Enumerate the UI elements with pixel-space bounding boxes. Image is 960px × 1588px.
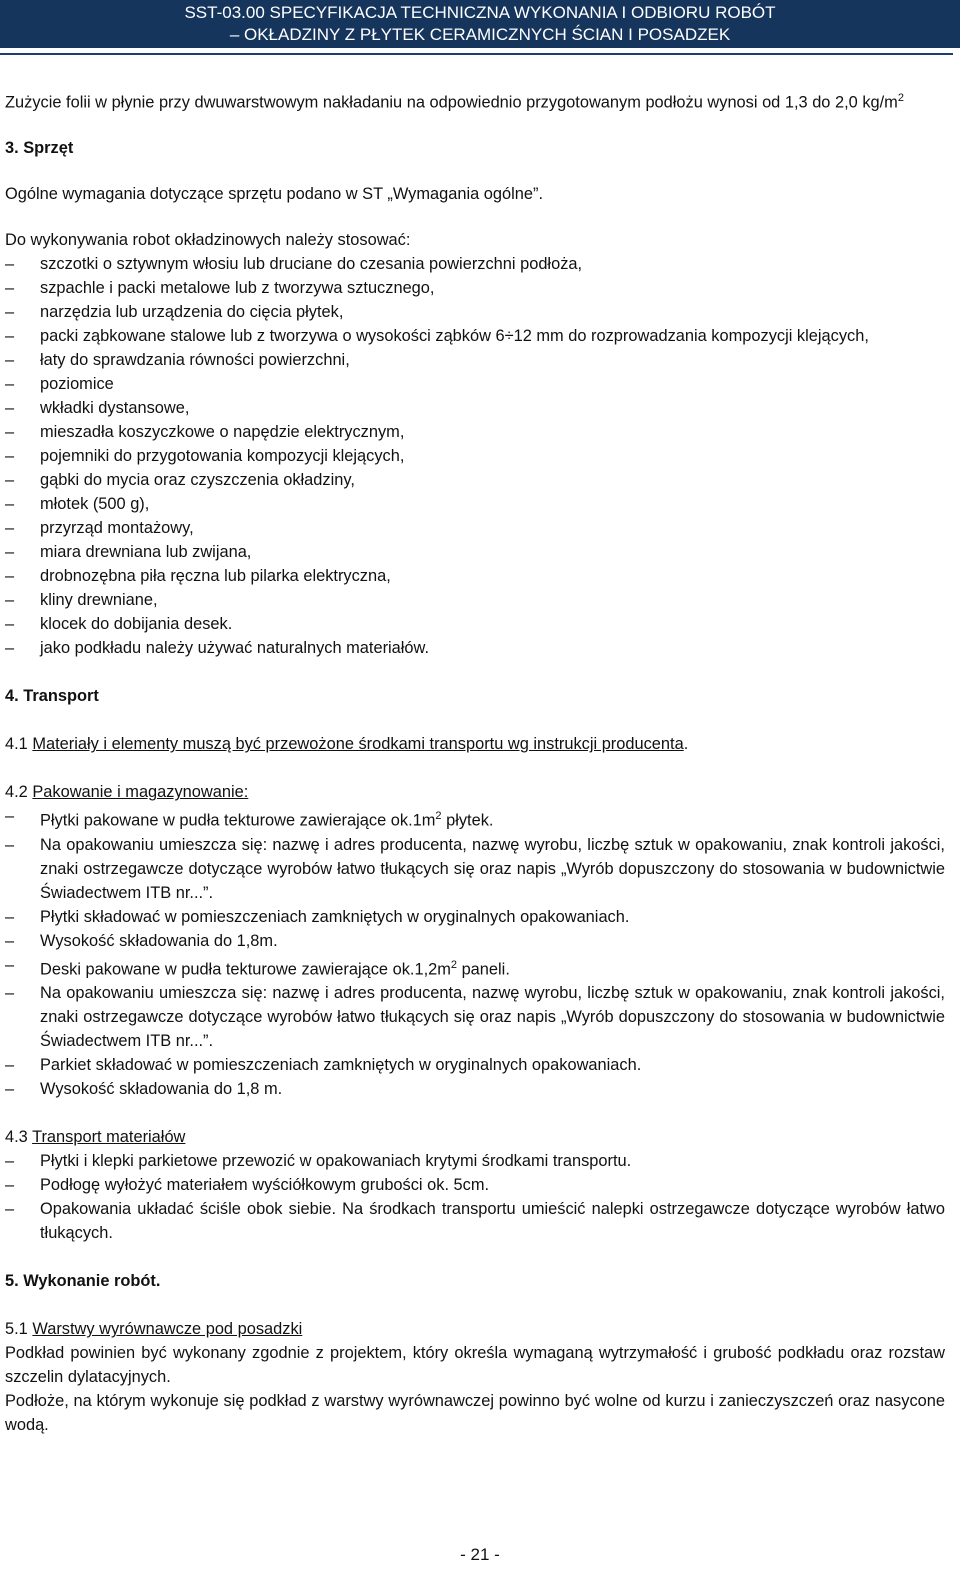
page-body [5,86,945,1437]
list-item: – pojemniki do przygotowania kompozycji klejących, [5,444,945,468]
section-5-heading: 5. Wykonanie robót. [5,1272,161,1291]
list-item: – gąbki do mycia oraz czyszczenia okładziny, [5,468,945,492]
list-item: – mieszadła koszyczkowe o napędzie elektrycznym, [5,420,945,444]
list-item: – przyrząd montażowy, [5,516,945,540]
equipment-intro: Do wykonywania robot okładzinowych należy stosować: [5,231,411,250]
header-rule [0,53,953,55]
section-4-1: 4.1 Materiały i elementy muszą być przewożone środkami transportu wg instrukcji producenta. [5,735,689,754]
header-line-2: – OKŁADZINY Z PŁYTEK CERAMICZNYCH ŚCIAN I POSADZEK [229,25,731,44]
consumption-paragraph: Zużycie folii w płynie przy dwuwarstwowym nakładaniu na odpowiednio przygotowanym podłożu wynosi od 1,3 do 2,0 $kg/m^2$ [5,92,904,112]
list-item: – Parkiet składować w pomieszczeniach zamkniętych w oryginalnych opakowaniach. [5,1053,945,1077]
section-3-heading: 3. Sprzęt [5,139,74,158]
list-item: – szpachle i packi metalowe lub z tworzywa sztucznego, [5,276,945,300]
list-item: – klocek do dobijania desek. [5,612,945,636]
section-5-1-para-1: Podkład powinien być wykonany zgodnie z projektem, który określa wymaganą wytrzymałość i grubość podkładu oraz rozstaw szczelin dylatacyjnych. [5,1344,945,1387]
section-5-1-para-2: Podłoże, na którym wykonuje się podkład z warstwy wyrównawczej powinno być wolne od kurzu i zanieczyszczeń oraz nasycone wodą. [5,1392,945,1435]
list-item: – Podłogę wyłożyć materiałem wyściółkowym grubości ok. 5cm. [5,1173,945,1197]
list-item: – Wysokość składowania do 1,8 m. [5,1077,945,1101]
list-item: – Płytki pakowane w pudła tekturowe zawierające $ok.1m^2$ płytek. [5,804,945,832]
packing-list [5,804,945,1101]
list-item: – kliny drewniane, [5,588,945,612]
list-item: – Płytki składować w pomieszczeniach zamkniętych w oryginalnych opakowaniach. [5,905,945,929]
list-item: – packi ząbkowane stalowe lub z tworzywa o wysokości ząbków 6÷12 mm do rozprowadzania kompozycji klejących, [5,324,945,348]
list-item: – miara drewniana lub zwijana, [5,540,945,564]
section-5-1-heading: 5.1 Warstwy wyrównawcze pod posadzki [5,1320,303,1339]
transport-list [5,1149,945,1245]
list-item: – Płytki i klepki parkietowe przewozić w opakowaniach krytymi środkami transportu. [5,1149,945,1173]
section-3-general: Ogólne wymagania dotyczące sprzętu podano w ST „Wymagania ogólne”. [5,185,544,204]
equipment-list [5,252,945,660]
list-item: – szczotki o sztywnym włosiu lub druciane do czesania powierzchni podłoża, [5,252,945,276]
list-item: – Na opakowaniu umieszcza się: nazwę i adres producenta, nazwę wyrobu, liczbę sztuk w opakowaniu, znak kontroli jakości, znaki ostrzegawcze dotyczące wyrobów łatwo tłukących się oraz napis „Wyrób dopuszczony do stosowania w budownictwie Świadectwem ITB nr...”. [5,833,945,905]
list-item: – poziomice [5,372,945,396]
list-item: – Wysokość składowania do 1,8m. [5,929,945,953]
list-item: – narzędzia lub urządzenia do cięcia płytek, [5,300,945,324]
document-header [0,0,960,48]
section-4-2-heading: 4.2 Pakowanie i magazynowanie: [5,783,249,802]
section-4-3-heading: 4.3 Transport materiałów [5,1128,186,1147]
list-item: – łaty do sprawdzania równości powierzchni, [5,348,945,372]
list-item: – młotek (500 g), [5,492,945,516]
header-line-1: SST-03.00 SPECYFIKACJA TECHNICZNA WYKONANIA I ODBIORU ROBÓT [184,3,776,22]
page-number: - 21 - [460,1545,500,1564]
list-item: – drobnozębna piła ręczna lub pilarka elektryczna, [5,564,945,588]
list-item: – Opakowania układać ściśle obok siebie. Na środkach transportu umieścić nalepki ostrzegawcze dotyczące wyrobów łatwo tłukących. [5,1197,945,1245]
list-item: – wkładki dystansowe, [5,396,945,420]
list-item: – jako podkładu należy używać naturalnych materiałów. [5,636,945,660]
section-4-heading: 4. Transport [5,687,99,706]
list-item: – Deski pakowane w pudła tekturowe zawierające $ok.1,2m^2$ paneli. [5,953,945,981]
list-item: – Na opakowaniu umieszcza się: nazwę i adres producenta, nazwę wyrobu, liczbę sztuk w opakowaniu, znak kontroli jakości, znaki ostrzegawcze dotyczące wyrobów łatwo tłukących się oraz napis „Wyrób dopuszczony do stosowania w budownictwie Świadectwem ITB nr...”. [5,981,945,1053]
